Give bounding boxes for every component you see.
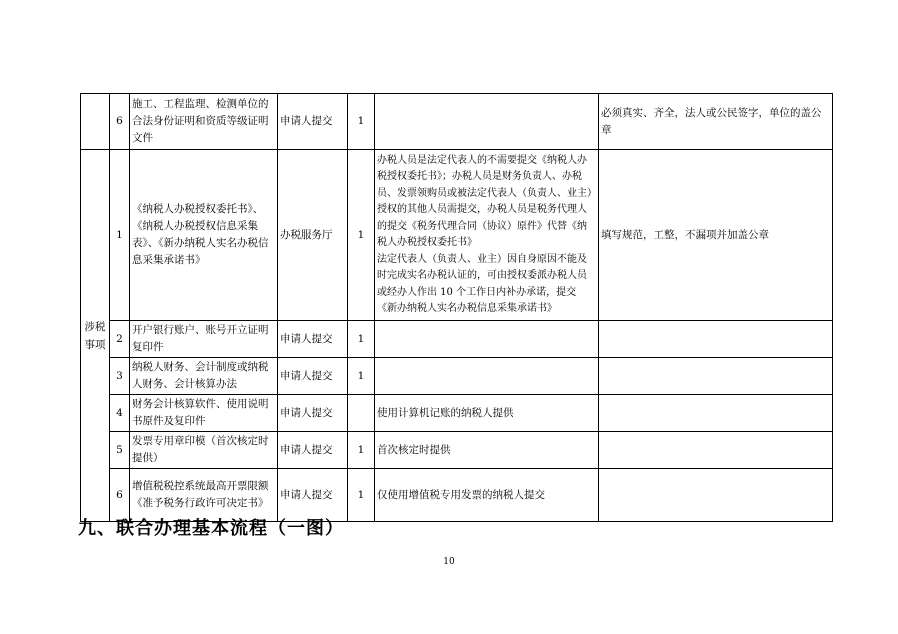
row-number: 1 <box>110 150 130 321</box>
material-quantity: 1 <box>348 469 375 522</box>
row-number: 6 <box>110 469 130 522</box>
material-remark <box>375 321 599 358</box>
material-requirement <box>599 358 833 395</box>
material-requirement <box>599 395 833 432</box>
material-remark: 仅使用增值税专用发票的纳税人提交 <box>375 469 599 522</box>
material-quantity <box>348 395 375 432</box>
row-number: 6 <box>110 94 130 150</box>
material-name: 增值税税控系统最高开票限额《准予税务行政许可决定书》 <box>130 469 278 522</box>
table-row <box>81 94 833 150</box>
material-quantity: 1 <box>348 432 375 469</box>
material-requirement: 填写规范，工整，不漏项并加盖公章 <box>599 150 833 321</box>
material-source: 申请人提交 <box>278 94 348 150</box>
material-name: 开户银行账户、账号开立证明复印件 <box>130 321 278 358</box>
table-row <box>81 395 833 432</box>
material-requirement <box>599 432 833 469</box>
material-remark: 办税人员是法定代表人的不需要提交《纳税人办税授权委托书》；办税人员是财务负责人、办税员、发票领购员或被法定代表人（负责人、业主）授权的其他人员需提交，办税人员是税务代理人的提交《税务代理合同（协议）原件》代替《纳税人办税授权委托书》 法定代表人（负责人、业主）因自身原因不能及时完成实名办税认证的，可由授权委派办税人员或经办人作出 10 个工作日内补办承诺，提交《新办纳税人实名办税信息采集承诺书》 <box>375 150 599 321</box>
material-remark <box>375 94 599 150</box>
material-requirement <box>599 321 833 358</box>
material-remark <box>375 358 599 395</box>
material-quantity: 1 <box>348 321 375 358</box>
material-source: 申请人提交 <box>278 395 348 432</box>
material-requirement: 必须真实、齐全，法人或公民签字，单位的盖公章 <box>599 94 833 150</box>
material-name: 施工、工程监理、检测单位的合法身份证明和资质等级证明文件 <box>130 94 278 150</box>
material-source: 申请人提交 <box>278 432 348 469</box>
section-heading: 九、联合办理基本流程（一图） <box>78 518 344 539</box>
category-label: 涉税 事项 <box>84 320 106 351</box>
material-remark: 首次核定时提供 <box>375 432 599 469</box>
category-cell-blank <box>81 94 110 150</box>
material-source: 申请人提交 <box>278 469 348 522</box>
material-name: 发票专用章印模（首次核定时提供） <box>130 432 278 469</box>
material-name: 纳税人财务、会计制度或纳税人财务、会计核算办法 <box>130 358 278 395</box>
material-quantity: 1 <box>348 150 375 321</box>
materials-table <box>80 93 833 522</box>
category-cell <box>81 150 110 522</box>
table-row <box>81 432 833 469</box>
page-number: 10 <box>443 557 455 567</box>
material-source: 申请人提交 <box>278 321 348 358</box>
material-name: 《纳税人办税授权委托书》、《纳税人办税授权信息采集表》、《新办纳税人实名办税信息采集承诺书》 <box>130 150 278 321</box>
material-source: 办税服务厅 <box>278 150 348 321</box>
table-row <box>81 150 833 321</box>
row-number: 4 <box>110 395 130 432</box>
row-number: 3 <box>110 358 130 395</box>
table-row <box>81 358 833 395</box>
material-name: 财务会计核算软件、使用说明书原件及复印件 <box>130 395 278 432</box>
table-row <box>81 321 833 358</box>
row-number: 2 <box>110 321 130 358</box>
material-requirement <box>599 469 833 522</box>
row-number: 5 <box>110 432 130 469</box>
material-quantity: 1 <box>348 358 375 395</box>
material-source: 申请人提交 <box>278 358 348 395</box>
material-quantity: 1 <box>348 94 375 150</box>
material-remark: 使用计算机记账的纳税人提供 <box>375 395 599 432</box>
